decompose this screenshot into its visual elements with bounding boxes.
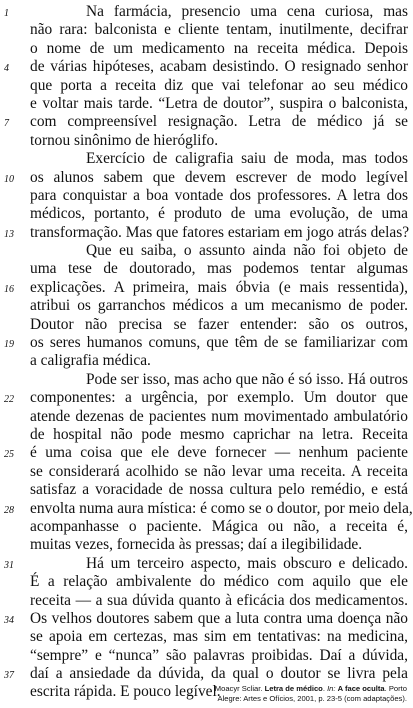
text-line [30, 481, 408, 499]
text-line [30, 426, 408, 444]
line-text: atribui os garranchos médicos a um mecanismo de poder. [30, 297, 408, 315]
line-text: receita — a sua dúvida quanto à eficácia dos medicamentos. [30, 591, 408, 609]
text-line [30, 352, 408, 370]
text-line [30, 21, 408, 39]
line-text: uma tese de doutorado, mas podemos tentar algumas [30, 260, 408, 278]
text-line [30, 647, 408, 665]
line-text: se apoia em certezas, mas sim em tentativas: na medicina, [30, 628, 408, 646]
line-number: 25 [4, 449, 14, 461]
line-number: 31 [4, 559, 14, 571]
line-text: escrita rápida. E pouco legível. [30, 683, 221, 701]
source-sep: . [322, 684, 328, 693]
line-text: “sempre” e “nunca” são palavras proibidas. Daí a dúvida, [30, 646, 408, 664]
text-line [4, 168, 408, 187]
line-text: o nome de um medicamento na receita médica. Depois [30, 39, 408, 57]
text-line [4, 665, 408, 683]
source-author: Moacyr Scliar. [214, 684, 265, 693]
line-text: médicos, portanto, é produto de uma evolução, de uma [30, 205, 408, 223]
line-text: de hospital não pode mesmo caprichar na letra. Receita [30, 425, 408, 443]
line-number: 4 [4, 63, 9, 75]
line-text: explicações. A primeira, mais óbvia (e mais ressentida), [30, 278, 408, 296]
line-text: atende dezenas de pacientes num movimentado ambulatório [30, 407, 408, 425]
source-citation [147, 684, 407, 704]
line-text: é uma coisa que ele deve fornecer — nenhum paciente [30, 444, 408, 462]
line-text: satisfaz a voracidade de nossa cultura pelo remédio, e está [30, 481, 408, 499]
source-line-2: Alegre: Artes e Ofícios, 2001, p. 23-5 (com adaptações). [217, 694, 407, 703]
line-text: e voltar mais tarde. “Letra de doutor”, suspira o balconista, [30, 94, 408, 112]
line-text: Exercício de caligrafia saiu de moda, mas todos [86, 150, 408, 168]
line-number: 37 [4, 670, 14, 682]
line-text: de várias hipóteses, acabam desistindo. O resignado senhor [30, 58, 408, 76]
text-line [30, 242, 408, 260]
line-number: 13 [4, 228, 14, 240]
line-text: envolta numa aura mística: é como se o doutor, por meio dela, [30, 499, 413, 517]
line-text: com compreensível resignação. Letra de médico já se [30, 113, 408, 131]
line-text: transformação. Mas que fatores estariam em jogo atrás delas? [30, 223, 410, 241]
text-line [4, 609, 408, 628]
text-line [30, 316, 408, 334]
text-line [30, 40, 408, 58]
line-text: se considerará acolhido se não levar uma receita. A receita [30, 462, 408, 480]
text-line [30, 371, 408, 389]
line-number: 34 [4, 614, 14, 626]
text-line [30, 95, 408, 113]
text-line [30, 518, 408, 536]
source-line-1 [147, 684, 407, 694]
text-line [30, 260, 408, 278]
line-text: Doutor não precisa se fazer entender: são os outros, [30, 315, 408, 333]
source-article-title: Letra de médico [264, 684, 323, 693]
source-book-title: A face oculta [337, 684, 385, 693]
text-line [30, 628, 408, 646]
text-line [4, 499, 413, 518]
line-text: acompanhasse o paciente. Mágica ou não, a receita é, [30, 517, 408, 535]
source-city: . Porto [384, 684, 407, 693]
line-text: tornou sinônimo de hieróglifo. [30, 131, 219, 149]
line-text: os alunos sabem que devem escrever de modo legível [30, 168, 408, 186]
text-line [4, 334, 408, 352]
text-line [4, 389, 408, 407]
line-text: Que eu saiba, o assunto ainda não foi objeto de [86, 242, 408, 260]
line-number: 22 [4, 394, 14, 406]
line-text: É a relação ambivalente do médico com aquilo que ele [30, 573, 408, 591]
line-number: 19 [4, 339, 14, 351]
text-line [30, 150, 408, 168]
text-line [4, 113, 408, 131]
text-line [30, 592, 408, 610]
line-text: daí a ansiedade da dúvida, da qual o doutor se livra pela [30, 665, 408, 683]
line-text: os seres humanos comuns, que têm de se familiarizar com [30, 334, 408, 352]
line-text: Na farmácia, presencio uma cena curiosa, mas [86, 3, 408, 20]
line-number: 7 [4, 118, 9, 130]
line-text: componentes: a urgência, por exemplo. Um doutor que [30, 389, 408, 407]
line-text: Pode ser isso, mas acho que não é só isso. Há outros [86, 370, 408, 388]
line-text: muitas vezes, fornecida às pressas; daí a ilegibilidade. [30, 536, 363, 554]
line-text: Há um terceiro aspecto, mais obscuro e delicado. [86, 554, 408, 572]
text-line [30, 205, 408, 223]
text-line [30, 132, 408, 150]
text-line [4, 223, 410, 242]
article-body [4, 3, 413, 702]
text-line [30, 463, 408, 481]
line-number: 1 [4, 8, 9, 19]
text-line [30, 573, 408, 591]
text-line [30, 536, 408, 554]
text-line [30, 297, 408, 315]
text-line [4, 444, 408, 462]
text-line [30, 77, 408, 95]
line-text: que porta a receita diz que vai telefonar ao seu médico [30, 76, 408, 94]
text-line [4, 3, 408, 21]
text-line [4, 278, 408, 297]
text-line [30, 187, 408, 205]
text-line [30, 408, 408, 426]
line-text: a caligrafia médica. [30, 352, 151, 370]
line-text: para conquistar a boa vontade dos professores. A letra dos [30, 186, 408, 204]
source-in-label: In: [327, 684, 336, 693]
text-line [4, 554, 408, 573]
line-text: Os velhos doutores sabem que a luta contra uma doença não [30, 609, 408, 627]
text-line [4, 58, 408, 76]
line-number: 10 [4, 173, 14, 185]
line-text: não rara: balconista e cliente tentam, inutilmente, decifrar [30, 21, 408, 39]
line-number: 16 [4, 283, 14, 295]
line-number: 28 [4, 504, 14, 516]
